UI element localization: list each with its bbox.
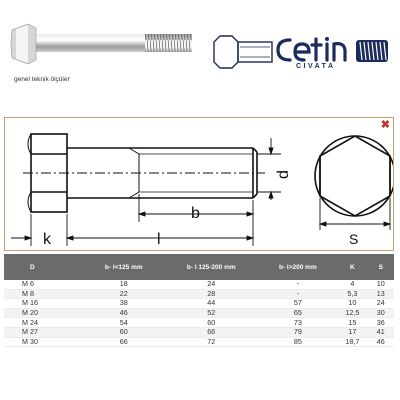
table-cell: -	[259, 289, 337, 299]
label-l: l	[157, 231, 161, 248]
table-cell: 4	[337, 280, 368, 289]
label-s: S	[349, 231, 359, 247]
table-cell: 41	[368, 327, 394, 337]
table-cell: 73	[259, 318, 337, 328]
table-cell: M 30	[4, 337, 84, 347]
table-cell: M 16	[4, 299, 84, 309]
table-cell: 54	[84, 318, 164, 328]
table-cell: 10	[368, 280, 394, 289]
table-cell: M 8	[4, 289, 84, 299]
table-cell: 10	[337, 299, 368, 309]
table-cell: 44	[164, 299, 259, 309]
table-row	[4, 289, 394, 299]
table-cell: M 20	[4, 308, 84, 318]
column-header: D	[4, 254, 84, 280]
table-cell: 52	[164, 308, 259, 318]
table-cell: 60	[84, 327, 164, 337]
bolt-drawing	[5, 118, 393, 250]
table-cell: 72	[164, 337, 259, 347]
table-row	[4, 299, 394, 309]
table-cell: 65	[259, 308, 337, 318]
table-cell: 5,3	[337, 289, 368, 299]
label-b: b	[191, 205, 200, 222]
table-row	[4, 308, 394, 318]
table-cell: M 27	[4, 327, 84, 337]
table-cell: 46	[84, 308, 164, 318]
table-cell: 22	[84, 289, 164, 299]
table-cell: M 24	[4, 318, 84, 328]
label-d: d	[275, 170, 292, 179]
caption-text: genel teknik ölçüler	[14, 76, 70, 83]
table-cell: 12,5	[337, 308, 368, 318]
table-cell: 66	[84, 337, 164, 347]
technical-drawing	[4, 117, 394, 251]
table-cell: 66	[164, 327, 259, 337]
table-cell: 38	[84, 299, 164, 309]
column-header: K	[337, 254, 368, 280]
table-cell: 36	[368, 318, 394, 328]
column-header: S	[368, 254, 394, 280]
table-cell: 18	[84, 280, 164, 289]
column-header: b- l<125 mm	[84, 254, 164, 280]
table-cell: 17	[337, 327, 368, 337]
table-cell: 30	[368, 308, 394, 318]
table-cell: 15	[337, 318, 368, 328]
header-area	[0, 0, 400, 112]
column-header: b- l 125-200 mm	[164, 254, 259, 280]
table-row	[4, 318, 394, 328]
table-cell: 85	[259, 337, 337, 347]
table-cell: 79	[259, 327, 337, 337]
close-icon[interactable]: ✖	[380, 119, 390, 131]
table-cell: 28	[164, 289, 259, 299]
table-cell: 24	[368, 299, 394, 309]
table-cell: 46	[368, 337, 394, 347]
table-cell: 24	[164, 280, 259, 289]
table-cell: 13	[368, 289, 394, 299]
table-row	[4, 337, 394, 347]
dimensions-table	[4, 254, 394, 347]
table-cell: 60	[164, 318, 259, 328]
table-row	[4, 327, 394, 337]
table-cell: M 6	[4, 280, 84, 289]
bolt-photo	[6, 20, 196, 70]
table-cell: 57	[259, 299, 337, 309]
column-header: b- l>200 mm	[259, 254, 337, 280]
label-k: k	[43, 231, 51, 248]
table-header-row	[4, 254, 394, 280]
table-cell: 18,7	[337, 337, 368, 347]
brand-subtitle: CIVATA	[296, 63, 336, 70]
table-row	[4, 280, 394, 289]
table-cell: -	[259, 280, 337, 289]
